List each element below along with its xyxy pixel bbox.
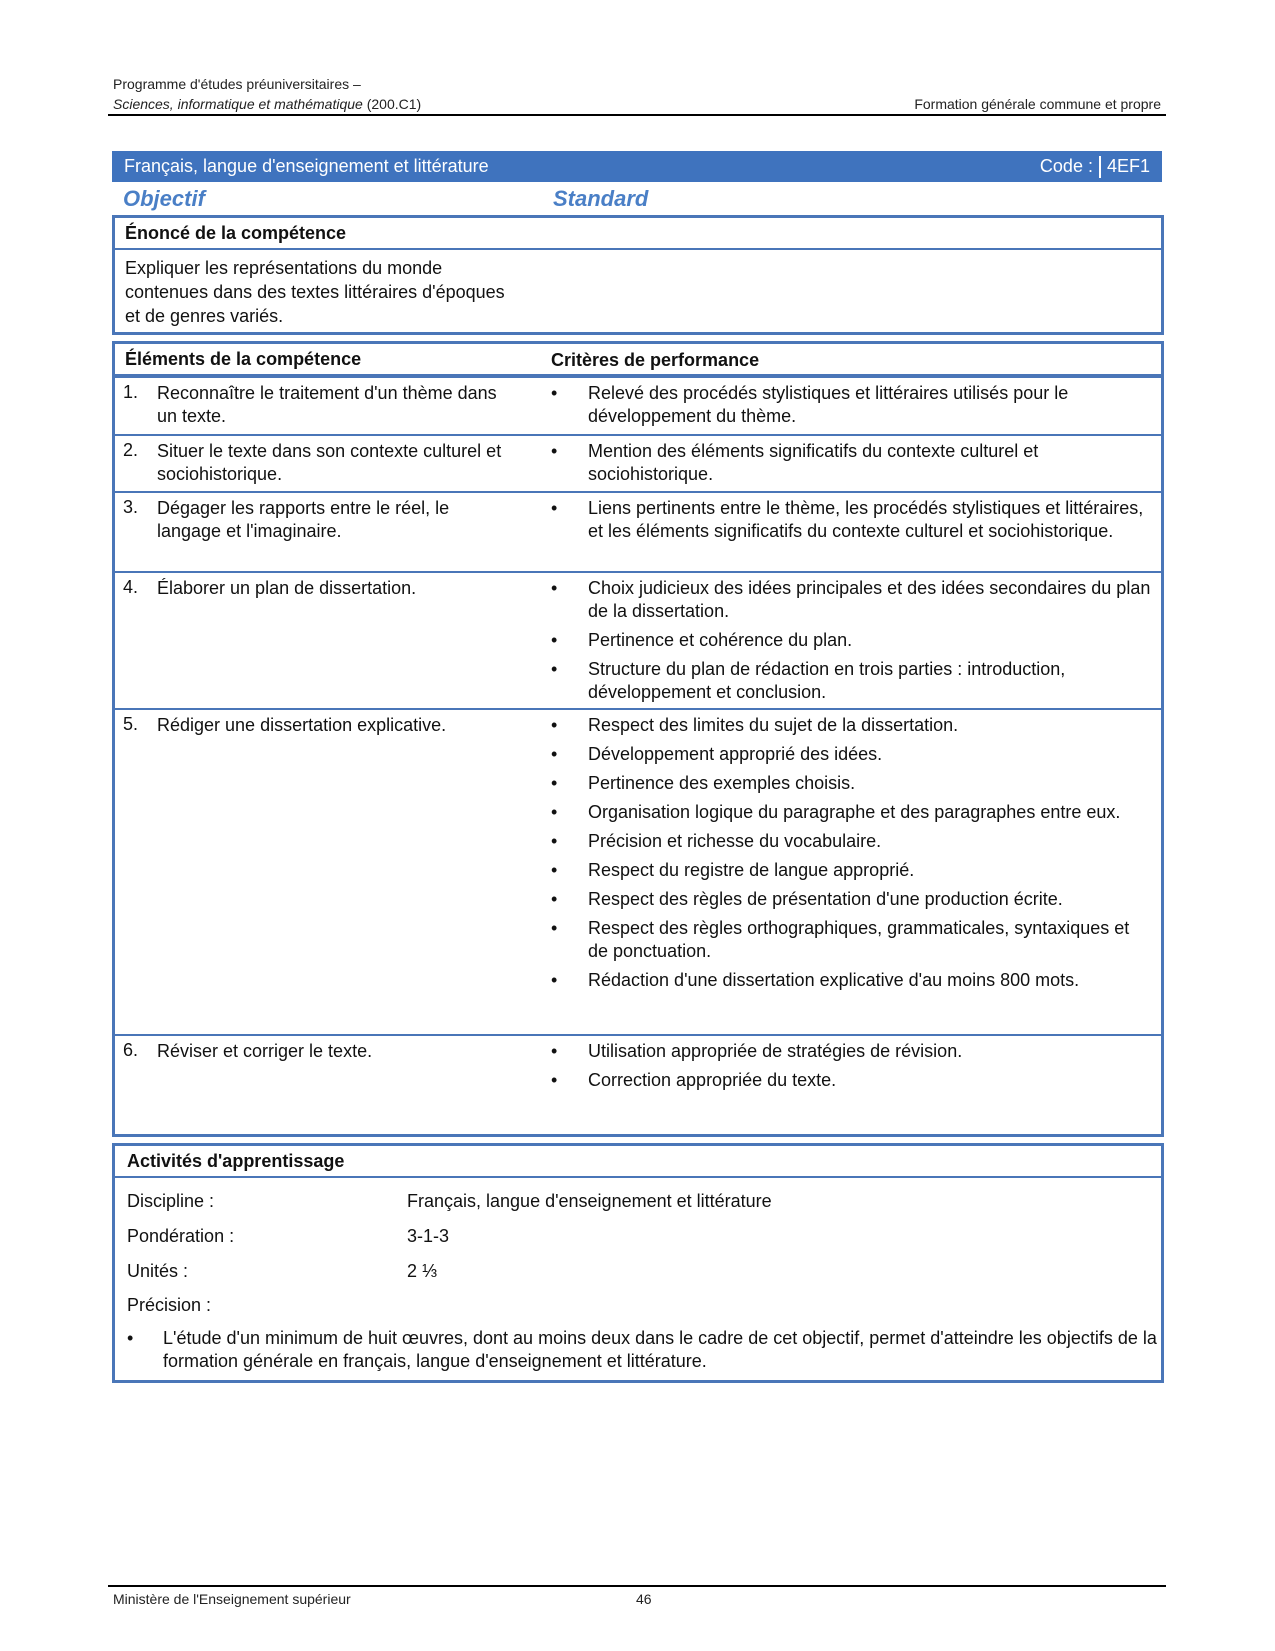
bullet-icon: • (551, 970, 558, 990)
discipline-value: Français, langue d'enseignement et littérature (407, 1191, 772, 1211)
course-title-bar (112, 151, 1162, 182)
criterion: • Précision et richesse du vocabulaire. (551, 831, 882, 851)
element-row (115, 376, 1161, 434)
header-rule (108, 114, 1166, 116)
criterion: • Mention des éléments significatifs du contexte culturel et sociohistorique. (551, 441, 1039, 484)
precision-label: Précision : (127, 1295, 212, 1315)
element-number: 1. (123, 382, 139, 402)
course-code: Code : 4EF1 (1039, 156, 1150, 176)
element-number: 6. (123, 1040, 139, 1060)
element-text: Rédiger une dissertation explicative. (157, 715, 447, 735)
learning-activities-box (112, 1143, 1164, 1383)
criterion: • Organisation logique du paragraphe et des paragraphes entre eux. (551, 802, 1121, 822)
criterion: • Pertinence des exemples choisis. (551, 773, 856, 793)
criterion: • Respect des limites du sujet de la dissertation. (551, 715, 959, 735)
criteria-list (551, 1040, 1151, 1098)
criterion: • Respect des règles orthographiques, grammaticales, syntaxiques et de ponctuation. (551, 918, 1130, 961)
element-number: 2. (123, 440, 139, 460)
element-row (115, 1034, 1161, 1132)
criterion: • Structure du plan de rédaction en trois parties : introduction, développement et conclusion. (551, 659, 1066, 702)
footer-ministry: Ministère de l'Enseignement supérieur (113, 1591, 351, 1607)
bullet-icon: • (551, 1041, 558, 1061)
ponderation-value: 3-1-3 (407, 1226, 450, 1246)
element-row (115, 708, 1161, 1034)
bullet-icon: • (551, 659, 558, 679)
precision-text: L'étude d'un minimum de huit œuvres, dont au moins deux dans le cadre de cet objectif, permet d'atteindre les objectifs de la formation générale en français, langue d'enseignement et littérature. (163, 1328, 1157, 1371)
objective-label: Objectif (123, 186, 205, 211)
criterion: • Développement approprié des idées. (551, 744, 883, 764)
criterion: • Respect des règles de présentation d'une production écrite. (551, 889, 1063, 909)
criterion: • Utilisation appropriée de stratégies de révision. (551, 1041, 963, 1061)
bullet-icon: • (551, 715, 558, 735)
criterion: • Relevé des procédés stylistiques et littéraires utilisés pour le développement du thème. (551, 383, 1069, 426)
criterion: • Rédaction d'une dissertation explicative d'au moins 800 mots. (551, 970, 1080, 990)
bullet-icon: • (551, 1070, 558, 1090)
header-program-line: Programme d'études préuniversitaires – (113, 76, 361, 92)
element-text: Reconnaître le traitement d'un thème dans un texte. (157, 383, 497, 426)
criteria-list (551, 440, 1151, 492)
element-text: Élaborer un plan de dissertation. (157, 578, 417, 598)
criteria-heading: Critères de performance (551, 350, 760, 370)
precision-item (127, 1327, 1157, 1373)
criteria-list (551, 497, 1151, 549)
elements-heading-row (115, 344, 1161, 376)
learning-activities-heading: Activités d'apprentissage (115, 1146, 1161, 1178)
element-text: Dégager les rapports entre le réel, le langage et l'imaginaire. (157, 498, 450, 541)
bullet-icon: • (551, 918, 558, 938)
discipline-label: Discipline : (127, 1191, 215, 1211)
bullet-icon: • (551, 578, 558, 598)
bullet-icon: • (551, 630, 558, 650)
element-text: Réviser et corriger le texte. (157, 1041, 373, 1061)
unites-label: Unités : (127, 1261, 189, 1281)
footer-rule (108, 1585, 1166, 1587)
competence-statement-box (112, 215, 1164, 335)
element-number: 3. (123, 497, 139, 517)
criterion: • Choix judicieux des idées principales et des idées secondaires du plan de la dissertation. (551, 578, 1151, 621)
criteria-list (551, 577, 1151, 710)
bullet-icon: • (551, 889, 558, 909)
competence-statement-heading: Énoncé de la compétence (115, 218, 1161, 250)
element-row (115, 571, 1161, 708)
unites-value: 2 ⅓ (407, 1261, 438, 1281)
ponderation-label: Pondération : (127, 1226, 235, 1246)
criteria-list (551, 382, 1151, 434)
bullet-icon: • (551, 860, 558, 880)
bullet-icon: • (551, 441, 558, 461)
header-program-name: Sciences, informatique et mathématique (200.C1) (113, 96, 422, 112)
criteria-list (551, 714, 1151, 998)
course-title: Français, langue d'enseignement et littérature (124, 156, 489, 176)
bullet-icon: • (551, 831, 558, 851)
element-number: 5. (123, 714, 139, 734)
standard-label: Standard (553, 186, 649, 211)
objective-standard-row (123, 186, 1163, 212)
element-row (115, 434, 1161, 491)
page-number: 46 (636, 1591, 652, 1607)
bullet-icon: • (551, 773, 558, 793)
bullet-icon: • (551, 802, 558, 822)
bullet-icon: • (127, 1328, 134, 1348)
criterion: • Pertinence et cohérence du plan. (551, 630, 853, 650)
code-separator (1099, 156, 1101, 178)
elements-heading: Éléments de la compétence (125, 348, 362, 369)
competence-elements-box (112, 341, 1164, 1137)
element-row (115, 491, 1161, 571)
competence-statement-text: Expliquer les représentations du monde contenues dans des textes littéraires d'époques et de genres variés. (125, 258, 505, 326)
element-number: 4. (123, 577, 139, 597)
header-formation: Formation générale commune et propre (914, 96, 1161, 112)
bullet-icon: • (551, 383, 558, 403)
criterion: • Liens pertinents entre le thème, les procédés stylistiques et littéraires, et les éléments significatifs du contexte culturel et sociohistorique. (551, 498, 1144, 541)
criterion: • Correction appropriée du texte. (551, 1070, 837, 1090)
header-second-line (113, 96, 1161, 112)
criterion: • Respect du registre de langue approprié. (551, 860, 915, 880)
bullet-icon: • (551, 744, 558, 764)
element-text: Situer le texte dans son contexte culturel et sociohistorique. (157, 441, 502, 484)
bullet-icon: • (551, 498, 558, 518)
